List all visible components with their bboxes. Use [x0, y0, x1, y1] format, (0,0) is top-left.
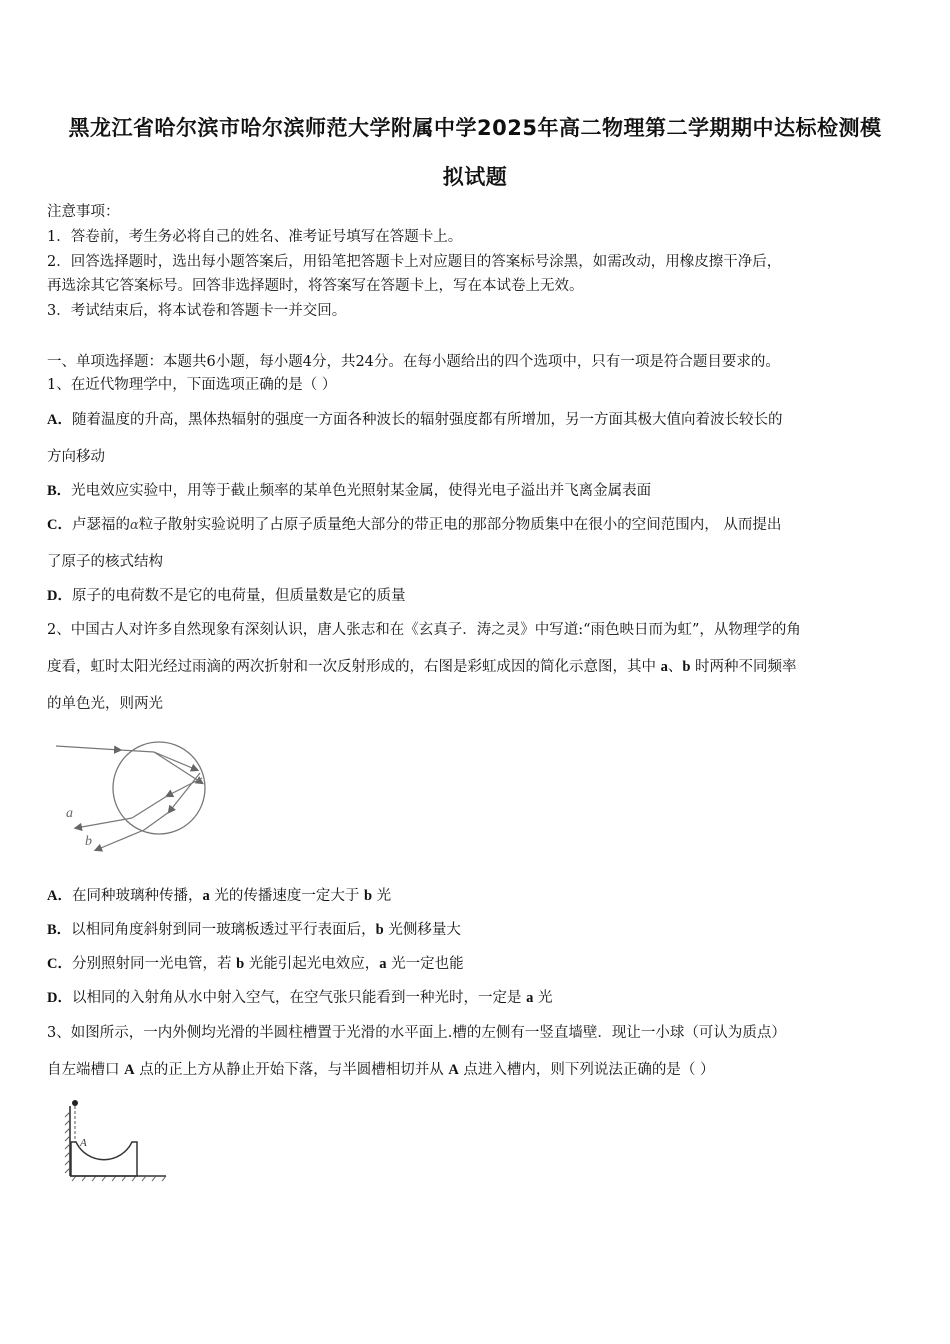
q1-option-c-cont: 了原子的核式结构	[47, 554, 163, 570]
q2-option-c-v2: a	[379, 956, 387, 972]
inner-ray-2	[154, 752, 202, 783]
ray-a	[76, 818, 132, 828]
q3-stem-line1: 3、如图所示，一内外侧均光滑的半圆柱槽置于光滑的水平面上.槽的左侧有一竖直墙壁．现让一小球（可认为质点）	[47, 1025, 786, 1041]
q2-stem-line2	[47, 657, 797, 677]
q2-option-d-t2: 光	[533, 990, 553, 1006]
q2-option-a-v1: a	[202, 888, 210, 904]
q3-stem-point-a2: A	[448, 1062, 459, 1078]
q2-option-c-v1: b	[236, 956, 245, 972]
q2-option-c-key: C．	[47, 956, 72, 972]
raindrop-figure	[52, 728, 212, 856]
q2-option-b-t2: 光侧移量大	[383, 922, 461, 938]
q1-option-a-text: 随着温度的升高，黑体热辐射的强度一方面各种波长的辐射强度都有所增加，另一方面其极大值向着波长较长的	[71, 412, 783, 428]
q1-option-c-text-2: 粒子散射实验说明了占原子质量绝大部分的带正电的那部分物质集中在很小的空间范围内， 从而提出	[138, 517, 782, 533]
q1-option-c-key: C．	[47, 517, 72, 533]
notice-item-2: 2．回答选择题时，选出每小题答案后，用铅笔把答题卡上对应题目的答案标号涂黑，如需改动，用橡皮擦干净后，	[47, 254, 782, 270]
q2-stem-line2-a: 度看，虹时太阳光经过雨滴的两次折射和一次反射形成的，右图是彩虹成因的简化示意图，其中	[47, 659, 661, 675]
q2-stem-line3: 的单色光，则两光	[47, 696, 163, 712]
q2-option-d-v1: a	[526, 990, 534, 1006]
q2-stem-line2-b: 时两种不同频率	[690, 659, 797, 675]
q2-option-c-t1: 分别照射同一光电管，若	[71, 956, 237, 972]
q1-option-d-text: 原子的电荷数不是它的电荷量，但质量数是它的质量	[71, 588, 406, 604]
q2-option-a-key: A．	[47, 888, 72, 904]
exam-title-line2: 拟试题	[442, 165, 508, 189]
q2-stem-line1: 2、中国古人对许多自然现象有深刻认识，唐人张志和在《玄真子．涛之灵》中写道:“雨色映日而为虹”，从物理学的角	[47, 622, 801, 638]
ball	[72, 1100, 78, 1106]
q2-stem-sep: 、	[667, 659, 683, 675]
q2-option-b-key: B．	[47, 922, 72, 938]
q1-option-c-text-1: 卢瑟福的	[71, 517, 130, 533]
q2-stem-var-a: a	[660, 659, 668, 675]
groove-figure	[62, 1096, 172, 1186]
q2-option-d	[47, 988, 552, 1008]
exam-title-line1: 黑龙江省哈尔滨市哈尔滨师范大学附属中学2025年高二物理第二学期期中达标检测模	[68, 116, 882, 140]
label-a: a	[66, 806, 73, 821]
q2-option-a-v2: b	[363, 888, 373, 904]
q1-stem: 1、在近代物理学中，下面选项正确的是（ ）	[47, 377, 337, 393]
alpha-symbol: α	[129, 518, 139, 533]
notice-item-1: 1．答卷前，考生务必将自己的姓名、准考证号填写在答题卡上。	[47, 229, 463, 245]
q2-option-b-v1: b	[375, 922, 384, 938]
q2-option-c	[47, 954, 464, 974]
point-a-label: A	[80, 1137, 87, 1149]
q2-option-d-t1: 以相同的入射角从水中射入空气，在空气张只能看到一种光时，一定是	[71, 990, 527, 1006]
q1-option-d-key: D．	[47, 588, 72, 604]
q1-option-b-text: 光电效应实验中，用等于截止频率的某单色光照射某金属，使得光电子溢出并飞离金属表面	[71, 483, 652, 499]
q1-option-b-key: B．	[47, 483, 72, 499]
q3-stem-point-a1: A	[124, 1062, 135, 1078]
q1-option-d	[47, 586, 405, 606]
q2-option-b-t1: 以相同角度斜射到同一玻璃板透过平行表面后，	[71, 922, 376, 938]
q1-option-a	[47, 410, 782, 430]
q1-option-b	[47, 481, 651, 501]
q3-stem-t1: 自左端槽口	[47, 1062, 125, 1078]
q3-stem-t2: 点的正上方从静止开始下落，与半圆槽相切并从	[134, 1062, 449, 1078]
q2-option-a	[47, 886, 391, 906]
q2-option-a-t2: 光的传播速度一定大于	[209, 888, 364, 904]
q2-option-c-t3: 光一定也能	[386, 956, 464, 972]
notice-item-2-cont: 再选涂其它答案标号。回答非选择题时，将答案写在答题卡上，写在本试卷上无效。	[47, 278, 584, 294]
q1-option-c	[47, 515, 781, 536]
incident-ray	[56, 746, 120, 750]
q2-option-a-t1: 在同种玻璃种传播，	[71, 888, 203, 904]
notice-item-3: 3．考试结束后，将本试卷和答题卡一并交回。	[47, 303, 347, 319]
q2-stem-var-b: b	[682, 659, 691, 675]
label-b: b	[85, 834, 92, 849]
q1-option-a-cont: 方向移动	[47, 449, 105, 465]
q3-stem-t3: 点进入槽内，则下列说法正确的是（ ）	[458, 1062, 715, 1078]
ray-b	[96, 830, 144, 850]
section1-heading: 一、单项选择题：本题共6小题，每小题4分，共24分。在每小题给出的四个选项中，只有一项是符合题目要求的。	[47, 354, 780, 370]
q2-option-b	[47, 920, 461, 940]
q2-option-a-t3: 光	[372, 888, 392, 904]
notice-heading: 注意事项：	[47, 204, 120, 220]
q2-option-c-t2: 光能引起光电效应，	[244, 956, 380, 972]
q1-option-a-key: A．	[47, 412, 72, 428]
q3-stem-line2	[47, 1060, 715, 1080]
q2-option-d-key: D．	[47, 990, 72, 1006]
